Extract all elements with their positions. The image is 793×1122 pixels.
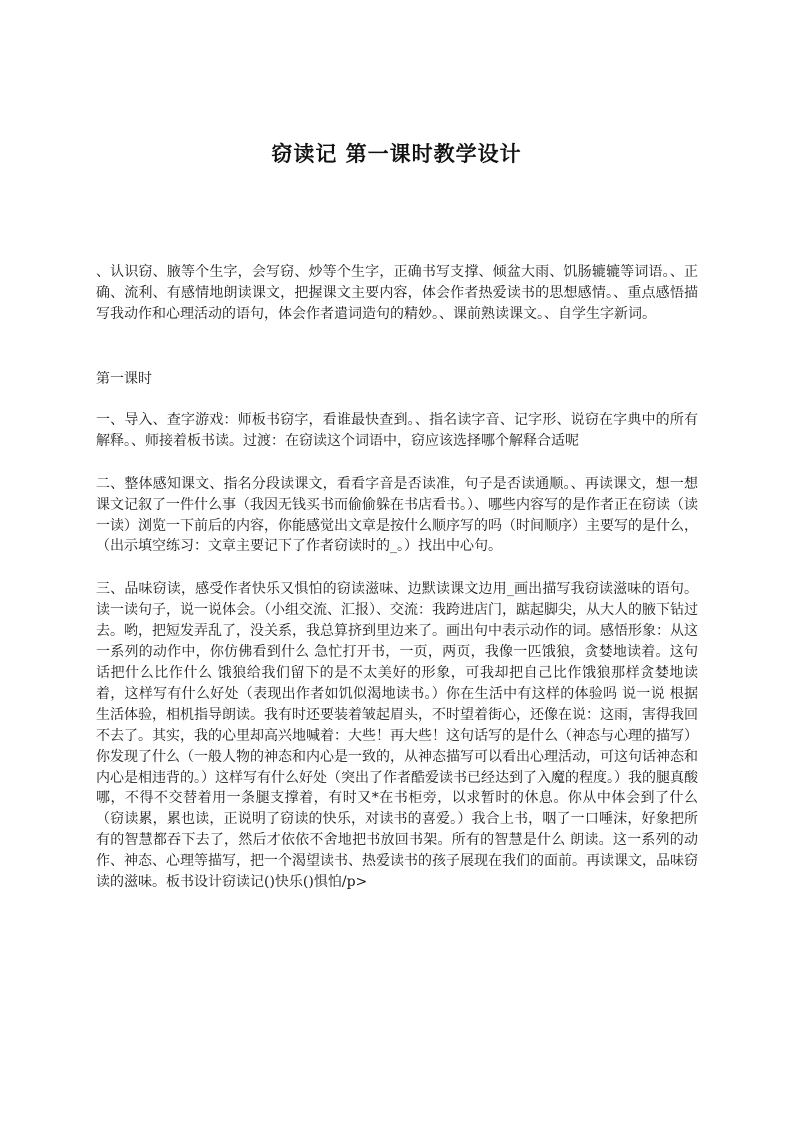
document-title: 窃读记 第一课时教学设计 (271, 142, 522, 166)
paragraph-spacer (96, 390, 698, 410)
paragraph-spacer (96, 452, 698, 474)
paragraph-spacer (96, 346, 698, 369)
paragraph-savoring-reading: 三、品味窃读，感受作者快乐又惧怕的窃读滋味、边默读课文边用_画出描写我窃读滋味的语句。读一读句子，说一说体会。（小组交流、汇报）、交流：我跨进店门，踮起脚尖，从大人的腋下钻过去。哟，把短发弄乱了，没关系，我总算挤到里边来了。画出句中表示动作的词。感悟形象：从这一系列的动作中，你仿佛看到什么 急忙打开书，一页，两页，我像一匹饿狼，贪婪地读着。这句话把什么比作什么 饿狼给我们留下的是不太美好的形象，可我却把自己比作饿狼那样贪婪地读着，这样写有什么好处（表现出作者如饥似渴地读书。）你在生活中有这样的体验吗 说一说 根据生活体验，相机指导朗读。我有时还要装着皱起眉头，不时望着街心，还像在说：这雨，害得我回不去了。其实，我的心里却高兴地喊着：大些！再大些！这句话写的是什么（神态与心理的描写）你发现了什么（一般人物的神态和内心是一致的，从神态描写可以看出心理活动，可这句话神态和内心是相违背的。）这样写有什么好处（突出了作者酷爱读书已经达到了入魔的程度。）我的腿真酸哪，不得不交替着用一条腿支撑着，有时又*在书柜旁，以求暂时的休息。你从中体会到了什么（窃读累，累也读，正说明了窃读的快乐，对读书的喜爱。）我合上书，咽了一口唾沫，好象把所有的智慧都吞下去了，然后才依依不舍地把书放回书架。所有的智慧是什么 朗读。这一系列的动作、神态、心理等描写，把一个渴望读书、热爱读书的孩子展现在我们的面前。再读课文，品味窃读的滋味。板书设计窃读记()快乐()惧怕/p> (96, 581, 698, 891)
paragraph-lesson-heading: 第一课时 (96, 371, 152, 387)
document-body (96, 262, 698, 893)
paragraph-overall-perception: 二、整体感知课文、指名分段读课文，看看字音是否读准，句子是否读通顺。、再读课文，想一想课文记叙了一件什么事（我因无钱买书而偷偷躲在书店看书。）、哪些内容写的是作者正在窃读（读一读）浏览一下前后的内容，你能感觉出文章是按什么顺序写的吗（时间顺序）主要写的是什么，（出示填空练习：文章主要记下了作者窃读时的_。）找出中心句。 (96, 475, 698, 555)
paragraph-objectives: 、认识窃、腋等个生字，会写窃、炒等个生字，正确书写支撑、倾盆大雨、饥肠辘辘等词语。、正确、流利、有感情地朗读课文，把握课文主要内容，体会作者热爱读书的思想感情。、重点感悟描写我动作和心理活动的语句，体会作者遣词造句的精妙。、课前熟读课文。、自学生字新词。 (96, 264, 698, 322)
paragraph-spacer (96, 557, 698, 579)
paragraph-introduction: 一、导入、查字游戏：师板书窃字，看谁最快查到。、指名读字音、记字形、说窃在字典中的所有解释。、师接着板书读。过渡：在窃读这个词语中，窃应该选择哪个解释合适呢 (96, 411, 698, 449)
